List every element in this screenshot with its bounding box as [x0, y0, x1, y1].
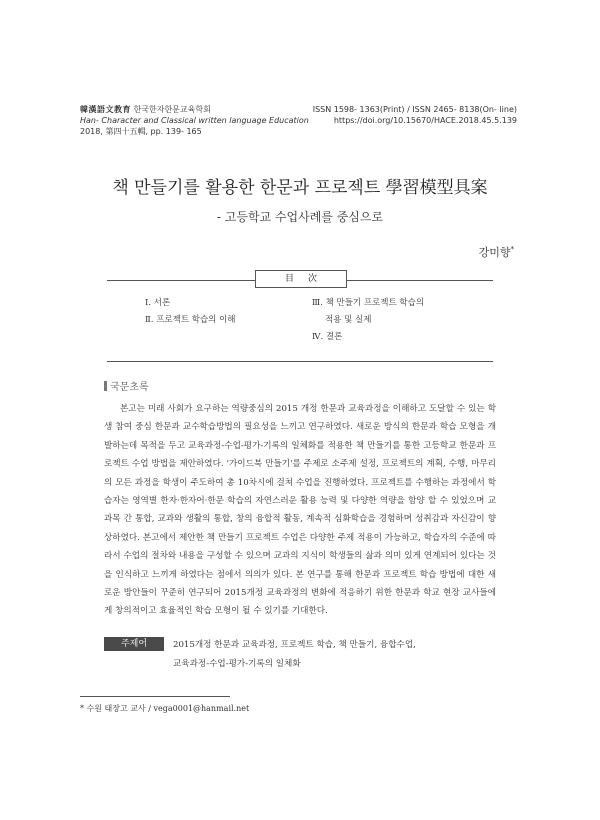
abstract-paragraph: 본고는 미래 사회가 요구하는 역량중심의 2015 개정 한문과 교육과정을 이해하고 도달할 수 있는 학생 참여 중심 한문과 교수학습방법의 필요성을 느끼고 연구하였다. 새로운 방식의 한문과 학습 모형을 개발하는데 목적을 두고 교육과정-수업-평가-기록의 일체화를 적용한 책 만들기를 통한 고등학교 한문과 프로젝트 수업 방법을 제안하였다. '가이드북 만들기'를 주제로 소주제 설정, 프로젝트의 계획, 수행, 마무리의 모든 과정을 학생이 주도하여 총 10차시에 걸쳐 수업을 진행하였다. 프로젝트를 수행하는 과정에서 학습자는 영역별 한자·한자어·한문 학습의 자연스러운 활용 능력 및 다양한 역량을 함양 할 수 있었으며 교과목 간 통합, 교과와 생활의 통합, 창의 융합적 활동, 계속적 심화학습을 경험하며 성취감과 자신감이 향상하였다. 본고에서 제안한 책 만들기 프로젝트 수업은 다양한 주제 적용이 가능하고, 학습자의 수준에 따라서 수업의 절차와 내용을 구성할 수 있으며 교과의 지식이 학생들의 삶과 의미 있게 연계되어 있다는 것을 인식하고 느끼게 하였다는 점에서 의의가 있다. 본 연구를 통해 한문과 프로젝트 학습 방법에 대한 새로운 방안들이 꾸준히 연구되어 2015개정 교육과정의 변화에 적응하기 위한 한문과 학교 현장 교사들에게 창의적이고 효율적인 학습 모형이 될 수 있기를 기대한다.	[104, 404, 496, 617]
keywords-text	[173, 636, 493, 674]
journal-logo: 韓漢語文教育	[80, 105, 131, 114]
issn: ISSN 1598- 1363(Print) / ISSN 2465- 8138(On- line)	[312, 105, 517, 114]
heading-bar-icon	[104, 381, 107, 391]
toc-item: Ⅱ. 프로젝트 학습의 이해	[145, 315, 236, 325]
toc-item: Ⅲ. 책 만들기 프로젝트 학습의	[312, 298, 425, 308]
journal-identifiers	[313, 104, 517, 126]
paper-title: 책 만들기를 활용한 한문과 프로젝트 學習模型具案	[112, 178, 488, 198]
journal-english-name: Han- Character and Classical written language Education	[80, 116, 309, 125]
author	[479, 244, 514, 260]
abstract-heading	[104, 378, 149, 393]
keywords-line: 교육과정-수업-평가-기록의 일체화	[173, 659, 301, 669]
toc-item-continued: 적용 및 실제	[325, 315, 372, 325]
author-name: 강미향	[478, 246, 511, 259]
journal-society: 한국한자한문교육학회	[133, 105, 211, 114]
journal-issue: 2018, 第四十五輯, pp. 139- 165	[80, 127, 202, 136]
journal-header	[80, 104, 309, 137]
table-of-contents	[107, 274, 493, 362]
footnote: * 수원 태장고 교사 / vega0001@hanmail.net	[80, 704, 250, 713]
footnote-divider	[80, 696, 230, 697]
paper-subtitle: - 고등학교 수업사례를 중심으로	[216, 210, 384, 224]
abstract-heading-label: 국문초록	[110, 382, 149, 393]
toc-column-left	[145, 295, 236, 329]
keywords-line: 2015개정 한문과 교육과정, 프로젝트 학습, 책 만들기, 융합수업,	[173, 640, 416, 650]
doi-link[interactable]: https://doi.org/10.15670/HACE.2018.45.5.139	[333, 116, 517, 125]
toc-item: Ⅰ. 서론	[145, 298, 171, 308]
keywords-label: 주제어	[104, 637, 164, 651]
abstract-body	[104, 400, 496, 621]
journal-society-line	[80, 104, 309, 115]
toc-column-right	[312, 295, 424, 346]
toc-item: Ⅳ. 결론	[312, 332, 343, 342]
toc-label: 目次	[255, 270, 347, 288]
author-footnote-mark: *	[510, 245, 514, 254]
